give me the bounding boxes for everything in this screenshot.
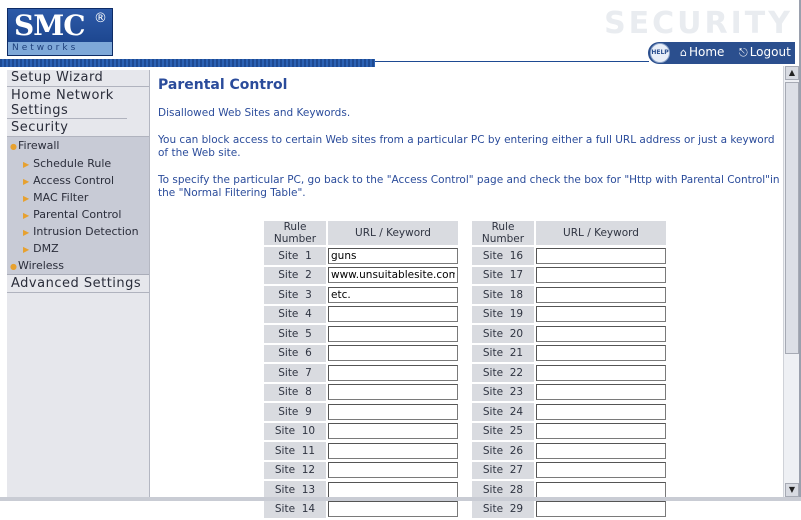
url-keyword-cell — [536, 403, 666, 421]
url-keyword-input[interactable] — [328, 248, 458, 264]
registered-mark: ® — [94, 11, 107, 26]
rule-number-cell: Site 5 — [264, 325, 326, 343]
url-keyword-cell — [328, 306, 458, 324]
sidebar-item-label: Schedule Rule — [33, 157, 112, 170]
url-keyword-cell — [536, 345, 666, 363]
column-header-url-keyword: URL / Keyword — [328, 221, 458, 245]
table-row — [472, 501, 666, 519]
url-keyword-input[interactable] — [328, 326, 458, 342]
url-keyword-input[interactable] — [536, 306, 666, 322]
scroll-up-arrow-icon[interactable]: ▲ — [785, 66, 799, 80]
home-label: Home — [688, 45, 725, 59]
url-keyword-input[interactable] — [328, 404, 458, 420]
url-keyword-cell — [328, 501, 458, 519]
table-row — [264, 247, 458, 265]
rule-number-cell: Site 3 — [264, 286, 326, 304]
rule-number-cell: Site 8 — [264, 384, 326, 402]
rule-number-cell: Site 23 — [472, 384, 534, 402]
url-keyword-cell — [328, 286, 458, 304]
rule-number-cell: Site 27 — [472, 462, 534, 480]
rule-number-cell: Site 26 — [472, 442, 534, 460]
sidebar-item-label: Access Control — [33, 174, 115, 187]
url-keyword-input[interactable] — [536, 443, 666, 459]
security-submenu — [7, 137, 149, 275]
table-row — [472, 481, 666, 499]
url-keyword-input[interactable] — [328, 267, 458, 283]
table-row — [472, 345, 666, 363]
sidebar-item-advanced-settings[interactable]: Advanced Settings — [7, 275, 149, 293]
url-keyword-input[interactable] — [536, 287, 666, 303]
table-row — [264, 384, 458, 402]
arrow-right-icon: ▶ — [23, 177, 30, 186]
rule-number-cell: Site 24 — [472, 403, 534, 421]
window-bottom-edge — [0, 497, 801, 501]
arrow-right-icon: ▶ — [23, 228, 30, 237]
rule-number-cell: Site 22 — [472, 364, 534, 382]
sidebar-item-label: Intrusion Detection — [33, 225, 139, 238]
url-keyword-cell — [328, 247, 458, 265]
firewall-label: Firewall — [17, 139, 60, 152]
table-row — [472, 403, 666, 421]
table-row — [472, 462, 666, 480]
url-keyword-cell — [328, 384, 458, 402]
url-keyword-cell — [328, 403, 458, 421]
table-row — [472, 423, 666, 441]
url-keyword-cell — [536, 267, 666, 285]
table-row — [264, 501, 458, 519]
table-row — [264, 325, 458, 343]
sidebar-item-intrusion-detection[interactable] — [7, 223, 149, 240]
url-keyword-cell — [536, 325, 666, 343]
instruction-text: To specify the particular PC, go back to the "Access Control" page and check the box for "Http with Parental Control"in the "Normal Filtering Table". — [158, 174, 780, 199]
url-keyword-cell — [536, 481, 666, 499]
url-keyword-input[interactable] — [328, 482, 458, 498]
vertical-scrollbar[interactable] — [783, 66, 799, 497]
url-keyword-input[interactable] — [328, 462, 458, 478]
sidebar-item-label: MAC Filter — [33, 191, 89, 204]
url-keyword-input[interactable] — [328, 306, 458, 322]
rule-number-cell: Site 4 — [264, 306, 326, 324]
url-keyword-input[interactable] — [536, 365, 666, 381]
url-keyword-input[interactable] — [536, 267, 666, 283]
rule-number-cell: Site 6 — [264, 345, 326, 363]
bullet-icon: ● — [10, 262, 17, 271]
url-keyword-input[interactable] — [536, 423, 666, 439]
table-row — [264, 403, 458, 421]
power-icon: ⎋ — [739, 46, 748, 59]
sidebar-item-setup-wizard[interactable]: Setup Wizard — [7, 70, 149, 87]
url-keyword-input[interactable] — [328, 287, 458, 303]
sidebar-item-wireless[interactable] — [7, 257, 149, 274]
sidebar-item-firewall[interactable] — [7, 137, 149, 155]
sidebar-item-access-control[interactable] — [7, 172, 149, 189]
url-keyword-cell — [536, 462, 666, 480]
url-keyword-cell — [536, 247, 666, 265]
arrow-right-icon: ▶ — [23, 245, 30, 254]
url-keyword-cell — [536, 306, 666, 324]
rule-number-cell: Site 29 — [472, 501, 534, 519]
url-keyword-cell — [536, 384, 666, 402]
main-content — [158, 70, 783, 516]
description-text: You can block access to certain Web sites from a particular PC by entering either a full URL address or just a keyword of the Web site. — [158, 134, 775, 159]
sidebar-item-parental-control[interactable] — [7, 206, 149, 223]
smc-logo — [7, 8, 113, 56]
rule-number-cell: Site 7 — [264, 364, 326, 382]
url-keyword-cell — [328, 345, 458, 363]
wireless-label: Wireless — [17, 259, 65, 272]
help-button[interactable] — [650, 43, 670, 63]
url-keyword-input[interactable] — [536, 384, 666, 400]
sidebar-item-label: DMZ — [33, 242, 59, 255]
url-keyword-cell — [328, 423, 458, 441]
sidebar-item-label: Parental Control — [33, 208, 122, 221]
help-icon: HELP — [651, 49, 669, 56]
url-keyword-input[interactable] — [536, 326, 666, 342]
url-keyword-cell — [328, 364, 458, 382]
sidebar-item-dmz[interactable] — [7, 240, 149, 257]
header-divider — [0, 59, 375, 67]
table-row — [472, 267, 666, 285]
table-row — [472, 247, 666, 265]
arrow-right-icon: ▶ — [23, 211, 30, 220]
url-keyword-input[interactable] — [536, 248, 666, 264]
url-keyword-input[interactable] — [328, 423, 458, 439]
arrow-right-icon: ▶ — [23, 194, 30, 203]
url-keyword-cell — [536, 286, 666, 304]
table-row — [264, 267, 458, 285]
table-row — [472, 286, 666, 304]
rule-number-cell: Site 21 — [472, 345, 534, 363]
sidebar-item-security[interactable]: Security — [7, 119, 149, 137]
rule-number-cell: Site 2 — [264, 267, 326, 285]
table-row — [472, 442, 666, 460]
url-keyword-cell — [328, 462, 458, 480]
url-keyword-input[interactable] — [536, 404, 666, 420]
rules-table-right — [470, 219, 668, 520]
top-nav-bar — [648, 42, 795, 64]
url-keyword-cell — [328, 442, 458, 460]
url-keyword-input[interactable] — [536, 462, 666, 478]
table-row — [264, 423, 458, 441]
url-keyword-cell — [536, 423, 666, 441]
home-icon: ⌂ — [680, 46, 687, 59]
rule-number-cell: Site 17 — [472, 267, 534, 285]
intro-text: Disallowed Web Sites and Keywords. — [158, 107, 351, 119]
url-keyword-cell — [536, 501, 666, 519]
home-button[interactable] — [680, 45, 724, 59]
column-header-url-keyword: URL / Keyword — [536, 221, 666, 245]
url-keyword-cell — [328, 267, 458, 285]
url-keyword-input[interactable] — [536, 482, 666, 498]
rule-number-cell: Site 25 — [472, 423, 534, 441]
table-row — [472, 306, 666, 324]
arrow-right-icon: ▶ — [23, 160, 30, 169]
page-title: Parental Control — [158, 77, 288, 93]
table-row — [264, 364, 458, 382]
rule-number-cell: Site 9 — [264, 403, 326, 421]
rule-number-cell: Site 16 — [472, 247, 534, 265]
bullet-icon: ● — [10, 142, 17, 151]
table-row — [264, 481, 458, 499]
rule-number-cell: Site 14 — [264, 501, 326, 519]
url-keyword-input[interactable] — [536, 501, 666, 517]
rule-number-cell: Site 1 — [264, 247, 326, 265]
rule-number-cell: Site 19 — [472, 306, 534, 324]
sidebar-item-mac-filter[interactable] — [7, 189, 149, 206]
sidebar-item-schedule-rule[interactable] — [7, 155, 149, 172]
table-row — [472, 364, 666, 382]
logo-subtext: Networks — [8, 42, 112, 55]
url-keyword-input[interactable] — [328, 345, 458, 361]
logout-label: Logout — [749, 45, 791, 59]
rule-number-cell: Site 11 — [264, 442, 326, 460]
logout-button[interactable] — [739, 45, 791, 60]
sidebar-item-home-network[interactable]: Home Network Settings — [7, 87, 127, 119]
table-row — [264, 345, 458, 363]
section-title: SECURITY — [604, 6, 793, 41]
table-row — [472, 384, 666, 402]
rule-number-cell: Site 12 — [264, 462, 326, 480]
sidebar — [7, 70, 150, 501]
table-row — [264, 462, 458, 480]
logo-text: SMC — [14, 9, 85, 42]
scroll-thumb[interactable] — [785, 82, 799, 354]
url-keyword-input[interactable] — [328, 365, 458, 381]
rule-number-cell: Site 28 — [472, 481, 534, 499]
rule-number-cell: Site 20 — [472, 325, 534, 343]
header — [0, 0, 801, 70]
url-keyword-input[interactable] — [536, 345, 666, 361]
url-keyword-cell — [536, 364, 666, 382]
column-header-rule-number: Rule Number — [472, 221, 534, 245]
url-keyword-input[interactable] — [328, 443, 458, 459]
column-header-rule-number: Rule Number — [264, 221, 326, 245]
url-keyword-cell — [536, 442, 666, 460]
rule-number-cell: Site 13 — [264, 481, 326, 499]
rule-number-cell: Site 18 — [472, 286, 534, 304]
table-row — [264, 306, 458, 324]
url-keyword-input[interactable] — [328, 384, 458, 400]
rule-number-cell: Site 10 — [264, 423, 326, 441]
url-keyword-input[interactable] — [328, 501, 458, 517]
table-row — [472, 325, 666, 343]
header-divider-thin — [375, 61, 649, 62]
url-keyword-cell — [328, 325, 458, 343]
url-keyword-cell — [328, 481, 458, 499]
table-row — [264, 286, 458, 304]
rules-table-left — [262, 219, 460, 520]
table-row — [264, 442, 458, 460]
scroll-down-arrow-icon[interactable]: ▼ — [785, 483, 799, 497]
